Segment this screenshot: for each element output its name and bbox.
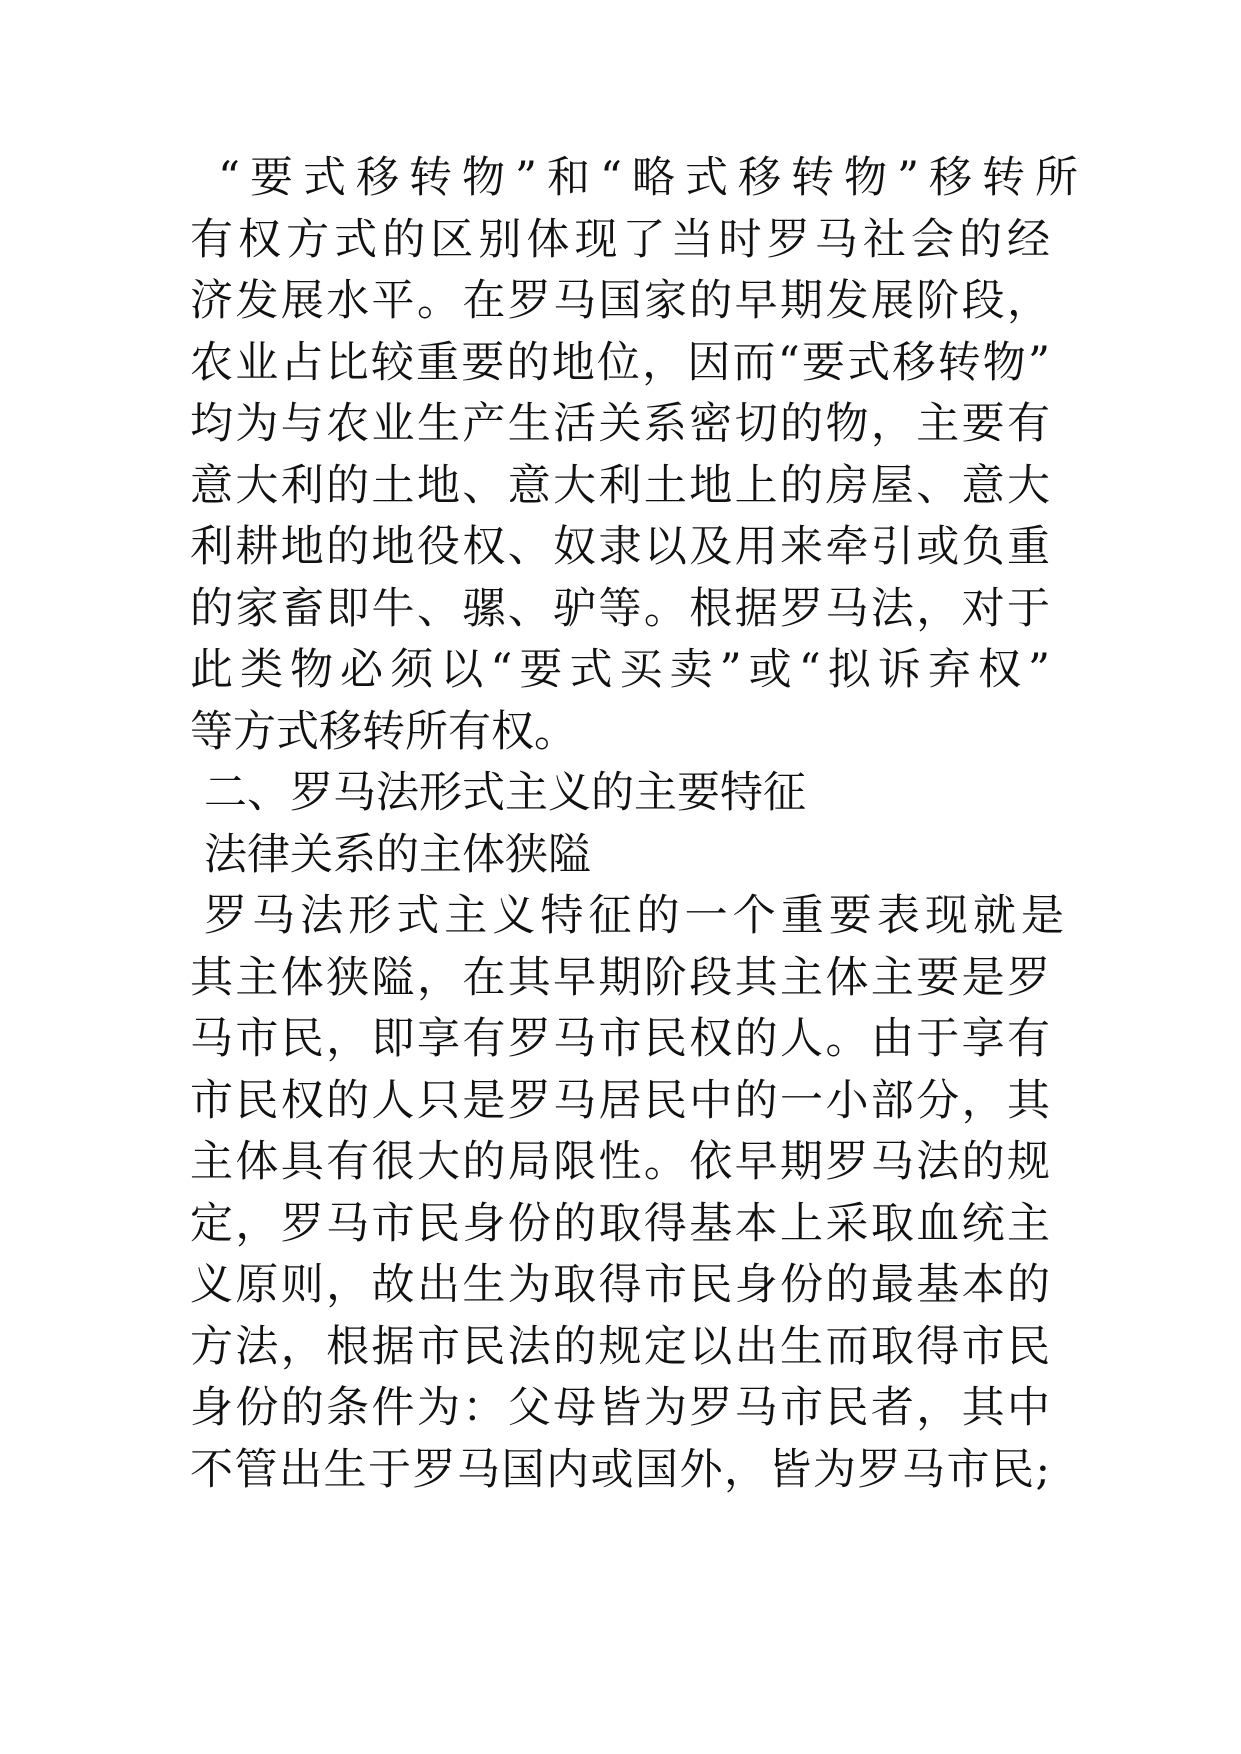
text-line: 济发展水平。在罗马国家的早期发展阶段， <box>190 276 1050 326</box>
text-line: 不管出生于罗马国内或国外，皆为罗马市民; <box>190 1444 1050 1495</box>
text-line: 身份的条件为：父母皆为罗马市民者，其中 <box>190 1383 1050 1433</box>
subsection-heading: 法律关系的主体狭隘 <box>204 829 591 880</box>
text-line: 等方式移转所有权。 <box>190 706 577 757</box>
text-line: 有权方式的区别体现了当时罗马社会的经 <box>190 214 1050 265</box>
section-heading: 二、罗马法形式主义的主要特征 <box>204 768 806 818</box>
text-line: 定，罗马市民身份的取得基本上采取血统主 <box>190 1198 1050 1249</box>
text-line: 义原则，故出生为取得市民身份的最基本的 <box>190 1260 1050 1310</box>
text-line: 的家畜即牛、骡、驴等。根据罗马法，对于 <box>190 583 1050 634</box>
text-line: 农业占比较重要的地位，因而“要式移转物” <box>190 337 1050 388</box>
paragraph-2 <box>190 886 1090 1501</box>
text-line: 马市民，即享有罗马市民权的人。由于享有 <box>190 1014 1050 1064</box>
text-line: 主体具有很大的局限性。依早期罗马法的规 <box>190 1137 1050 1187</box>
text-line: 罗马法形式主义特征的一个重要表现就是 <box>204 891 1064 941</box>
text-line: 均为与农业生产生活关系密切的物，主要有 <box>190 399 1050 449</box>
text-line: 方法，根据市民法的规定以出生而取得市民 <box>190 1321 1050 1372</box>
text-line: 市民权的人只是罗马居民中的一小部分，其 <box>190 1075 1050 1126</box>
text-line: “要式移转物”和“略式移转物”移转所 <box>218 153 1078 203</box>
text-line: 意大利的土地、意大利土地上的房屋、意大 <box>190 460 1050 511</box>
text-line: 其主体狭隘，在其早期阶段其主体主要是罗 <box>190 952 1050 1003</box>
text-line: 利耕地的地役权、奴隶以及用来牵引或负重 <box>190 522 1050 572</box>
text-line: 此类物必须以“要式买卖”或“拟诉弃权” <box>190 645 1050 695</box>
body-text <box>190 148 1090 1501</box>
paragraph-1 <box>190 148 1090 763</box>
